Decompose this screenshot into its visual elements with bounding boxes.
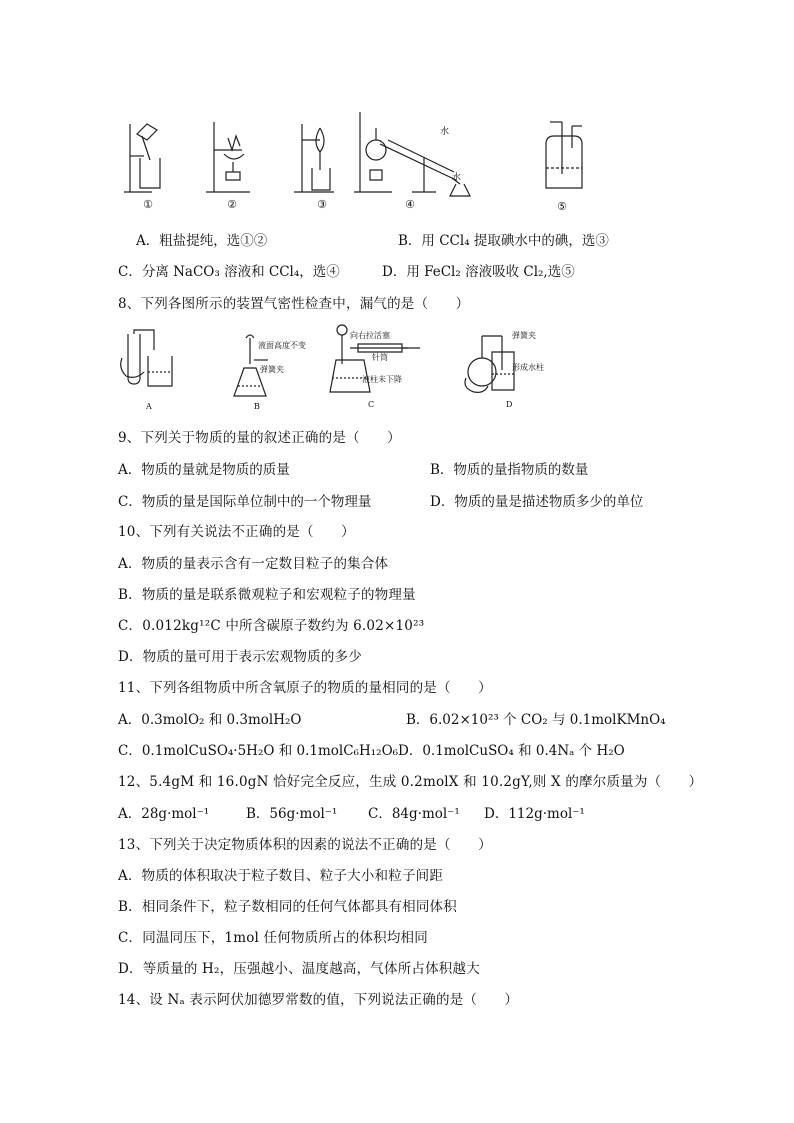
airtight-check-d-label: D [506, 400, 513, 409]
airtight-check-d-note-clip: 弹簧夹 [512, 331, 536, 340]
fig1-label-5: ⑤ [557, 200, 567, 213]
airtight-check-c-label: C [368, 400, 375, 409]
q11-option-c: C．0.1molCuSO₄·5H₂O 和 0.1molC₆H₁₂O₆ [118, 743, 399, 759]
apparatus-4-figure [352, 108, 492, 198]
apparatus-5-figure [534, 118, 594, 198]
q10-option-a: A．物质的量表示含有一定数目粒子的集合体 [118, 556, 389, 572]
q11-option-d: D．0.1molCuSO₄ 和 0.4Nₐ 个 H₂O [398, 743, 625, 759]
q10-stem: 10、下列有关说法不正确的是（ ） [118, 524, 355, 540]
apparatus-2-figure [200, 118, 260, 198]
q12-option-c: C．84g·mol⁻¹ [368, 806, 460, 822]
q8-stem: 8、下列各图所示的装置气密性检查中，漏气的是（ ） [118, 296, 470, 312]
water-inlet-label: 水 [452, 173, 462, 183]
q11-option-a: A．0.3molO₂ 和 0.3molH₂O [118, 712, 302, 728]
airtight-check-c-note-syringe: 针筒 [372, 353, 388, 362]
water-outlet-label: 水 [440, 127, 450, 137]
q9-option-c: C．物质的量是国际单位制中的一个物理量 [118, 494, 372, 510]
q11-option-b: B．6.02×10²³ 个 CO₂ 与 0.1molKMnO₄ [406, 712, 666, 728]
q13-stem: 13、下列关于决定物质体积的因素的说法不正确的是（ ） [118, 837, 492, 853]
q9-option-b: B．物质的量指物质的数量 [430, 462, 589, 478]
q13-option-a: A．物质的体积取决于粒子数目、粒子大小和粒子间距 [118, 868, 444, 884]
q10-option-c: C．0.012kg¹²C 中所含碳原子数约为 6.02×10²³ [118, 618, 425, 634]
airtight-check-d-note-column: 形成水柱 [512, 363, 544, 372]
q7-option-c: C．分离 NaCO₃ 溶液和 CCl₄，选④ [118, 264, 340, 280]
q12-option-a: A．28g·mol⁻¹ [118, 806, 210, 822]
airtight-check-b-label: B [254, 402, 260, 411]
apparatus-1-figure [122, 118, 182, 198]
q10-option-d: D．物质的量可用于表示宏观物质的多少 [118, 649, 362, 665]
airtight-check-a-figure [118, 328, 178, 398]
airtight-check-c-note-column: 液柱未下降 [362, 375, 402, 384]
q9-option-a: A．物质的量就是物质的质量 [118, 462, 290, 478]
q7-option-d: D．用 FeCl₂ 溶液吸收 Cl₂,选⑤ [382, 264, 575, 280]
fig1-label-1: ① [143, 198, 153, 211]
airtight-check-b-note-level: 液面高度不变 [258, 341, 306, 350]
q12-option-d: D．112g·mol⁻¹ [484, 806, 585, 822]
q13-option-c: C．同温同压下，1mol 任何物质所占的体积均相同 [118, 930, 428, 946]
q7-option-a: A．粗盐提纯，选①② [136, 233, 268, 249]
q13-option-d: D．等质量的 H₂，压强越小、温度越高，气体所占体积越大 [118, 961, 480, 977]
q7-option-b: B．用 CCl₄ 提取碘水中的碘，选③ [398, 233, 609, 249]
fig1-label-3: ③ [317, 198, 327, 211]
apparatus-3-figure [290, 118, 350, 198]
airtight-check-a-label: A [146, 402, 152, 411]
q12-option-b: B．56g·mol⁻¹ [246, 806, 338, 822]
q11-stem: 11、下列各组物质中所含氧原子的物质的量相同的是（ ） [118, 680, 492, 696]
q13-option-b: B．相同条件下，粒子数相同的任何气体都具有相同体积 [118, 899, 457, 915]
q9-stem: 9、下列关于物质的量的叙述正确的是（ ） [118, 430, 401, 446]
q12-stem: 12、5.4gM 和 16.0gN 恰好完全反应，生成 0.2molX 和 10.2gY,则 X 的摩尔质量为（ ） [118, 774, 703, 790]
fig1-label-2: ② [227, 198, 237, 211]
airtight-check-c-note-pull: 向右拉活塞 [350, 331, 390, 340]
fig1-label-4: ④ [405, 198, 415, 211]
q10-option-b: B．物质的量是联系微观粒子和宏观粒子的物理量 [118, 587, 416, 603]
q9-option-d: D．物质的量是描述物质多少的单位 [430, 494, 644, 510]
q14-stem: 14、设 Nₐ 表示阿伏加德罗常数的值，下列说法正确的是（ ） [118, 992, 519, 1008]
airtight-check-b-note-clip: 弹簧夹 [260, 365, 284, 374]
